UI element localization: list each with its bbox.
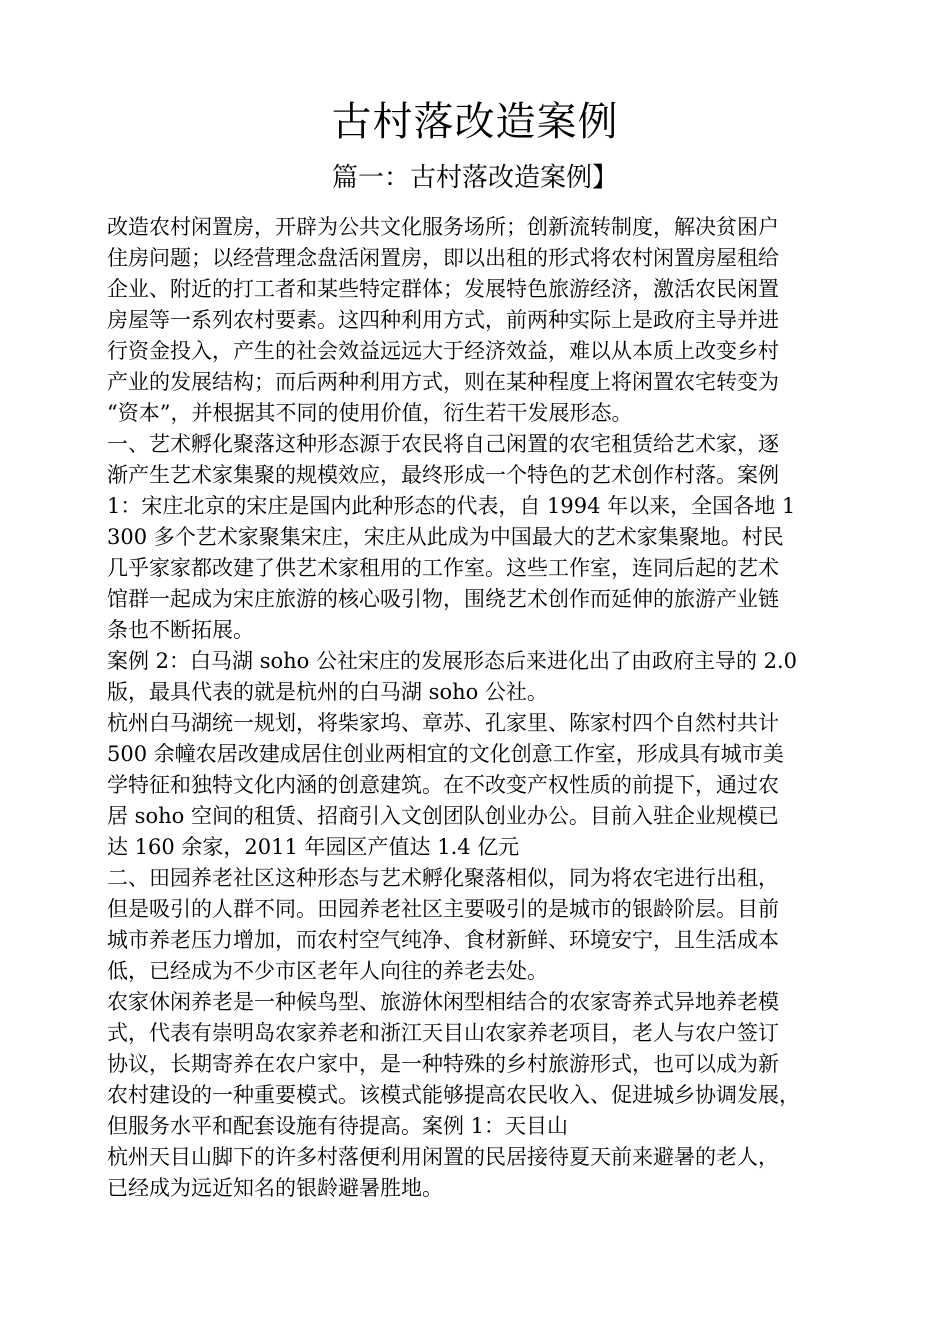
body-text-line: 住房问题；以经营理念盘活闲置房，即以出租的形式将农村闲置房屋租给 [107,246,779,270]
body-text-line: 企业、附近的打工者和某些特定群体；发展特色旅游经济，激活农民闲置 [107,277,779,301]
body-text-line: 达 160 余家，2011 年园区产值达 1.4 亿元 [107,835,520,859]
body-text-line: 条也不断拓展。 [107,618,254,642]
body-text-line: “资本”，并根据其不同的使用价值，衍生若干发展形态。 [107,401,633,425]
body-text-line: 但服务水平和配套设施有待提高。案例 1：天目山 [107,1114,569,1138]
body-text-line: 版，最具代表的就是杭州的白马湖 soho 公社。 [107,680,548,704]
body-text-line: 行资金投入，产生的社会效益远远大于经济效益，难以从本质上改变乡村 [107,339,779,363]
document-title: 古村落改造案例 [331,99,619,145]
body-text-line: 居 soho 空间的租赁、招商引入文创团队创业办公。目前入驻企业规模已 [107,804,779,828]
body-text-line: 房屋等一系列农村要素。这四种利用方式，前两种实际上是政府主导并进 [107,308,779,332]
body-text-line: 1：宋庄北京的宋庄是国内此种形态的代表，自 1994 年以来，全国各地 1 [107,494,796,518]
body-text-line: 500 余幢农居改建成居住创业两相宜的文化创意工作室，形成具有城市美 [107,742,784,766]
body-text-line: 杭州天目山脚下的许多村落便利用闲置的民居接待夏天前来避暑的老人， [107,1145,779,1169]
body-text-line: 学特征和独特文化内涵的创意建筑。在不改变产权性质的前提下，通过农 [107,773,779,797]
document-body [107,212,863,1204]
body-text-line: 产业的发展结构；而后两种利用方式，则在某种程度上将闲置农宅转变为 [107,370,779,394]
body-text-line: 馆群一起成为宋庄旅游的核心吸引物，围绕艺术创作而延伸的旅游产业链 [107,587,779,611]
body-text-line: 农村建设的一种重要模式。该模式能够提高农民收入、促进城乡协调发展， [107,1083,800,1107]
body-text-line: 渐产生艺术家集聚的规模效应，最终形成一个特色的艺术创作村落。案例 [107,463,779,487]
body-text-line: 协议，长期寄养在农户家中，是一种特殊的乡村旅游形式，也可以成为新 [107,1052,779,1076]
body-text-line: 但是吸引的人群不同。田园养老社区主要吸引的是城市的银龄阶层。目前 [107,897,779,921]
body-text-line: 式，代表有崇明岛农家养老和浙江天目山农家养老项目，老人与农户签订 [107,1021,779,1045]
body-text-line: 城市养老压力增加，而农村空气纯净、食材新鲜、环境安宁，且生活成本 [107,928,779,952]
body-text-line: 杭州白马湖统一规划，将柴家坞、章苏、孔家里、陈家村四个自然村共计 [107,711,779,735]
body-text-line: 几乎家家都改建了供艺术家租用的工作室。这些工作室，连同后起的艺术 [107,556,779,580]
body-text-line: 300 多个艺术家聚集宋庄，宋庄从此成为中国最大的艺术家集聚地。村民 [107,525,784,549]
body-text-line: 二、田园养老社区这种形态与艺术孵化聚落相似，同为将农宅进行出租， [107,866,779,890]
body-text-line: 案例 2：白马湖 soho 公社宋庄的发展形态后来进化出了由政府主导的 2.0 [107,649,798,673]
body-text-line: 改造农村闲置房，开辟为公共文化服务场所；创新流转制度，解决贫困户 [107,215,779,239]
document-subtitle: 篇一：古村落改造案例】 [331,163,618,193]
body-text-line: 一、艺术孵化聚落这种形态源于农民将自己闲置的农宅租赁给艺术家，逐 [107,432,779,456]
body-text-line: 低，已经成为不少市区老年人向往的养老去处。 [107,959,548,983]
body-text-line: 农家休闲养老是一种候鸟型、旅游休闲型相结合的农家寄养式异地养老模 [107,990,779,1014]
body-text-line: 已经成为远近知名的银龄避暑胜地。 [107,1176,443,1200]
